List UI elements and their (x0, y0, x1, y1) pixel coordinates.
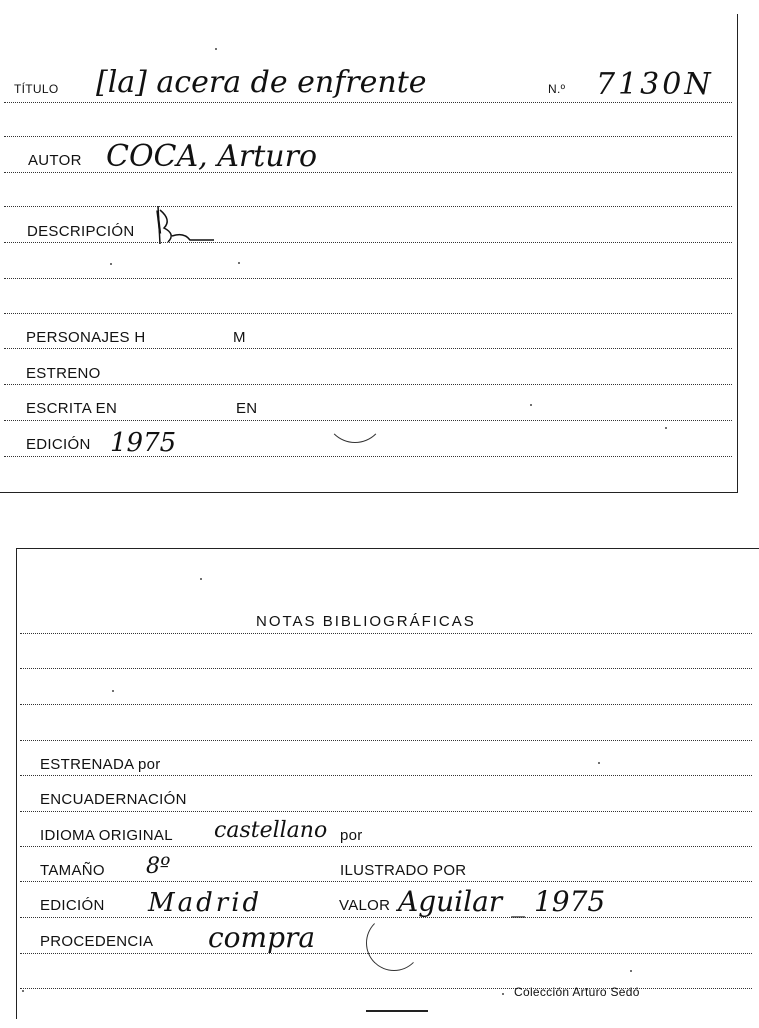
rule-line (20, 668, 752, 669)
speck (200, 578, 202, 580)
autor-value: COCA, Arturo (106, 139, 318, 174)
ilustrado-label: ILUSTRADO POR (340, 862, 467, 879)
speck (112, 690, 114, 692)
idioma-label: IDIOMA ORIGINAL (40, 827, 173, 844)
personajes-label: PERSONAJES H (26, 329, 146, 346)
speck (22, 990, 24, 992)
rule-line (20, 846, 752, 847)
procedencia-label: PROCEDENCIA (40, 933, 154, 950)
punch-hole (325, 383, 385, 443)
rule-line (20, 811, 752, 812)
rule-line (4, 384, 732, 385)
descripcion-label: DESCRIPCIÓN (27, 223, 135, 240)
descripcion-value: \ (154, 205, 164, 238)
valor-value: Aguilar _ 1975 (398, 885, 606, 918)
speck (630, 970, 632, 972)
edicion-value: 1975 (110, 428, 177, 458)
collection-footer: Colección Arturo Sedó (514, 985, 640, 999)
rule-line (4, 206, 732, 207)
escrita-en2-label: EN (236, 400, 258, 417)
punch-hole (366, 915, 422, 971)
numero-label: N.º (548, 82, 566, 96)
rule-line (4, 102, 732, 103)
rule-line (4, 348, 732, 349)
valor-label: VALOR (339, 897, 391, 914)
speck (238, 262, 240, 264)
tamano-label: TAMAÑO (40, 862, 105, 879)
personajes-m-label: M (233, 329, 246, 346)
numero-value: 7130N (596, 67, 714, 102)
rule-line (20, 775, 752, 776)
notas-heading: NOTAS BIBLIOGRÁFICAS (256, 613, 476, 630)
procedencia-value: compra (208, 921, 316, 954)
speck (502, 993, 504, 995)
idioma-por-label: por (340, 827, 363, 844)
speck (215, 48, 217, 50)
rule-line (20, 704, 752, 705)
speck (665, 427, 667, 429)
rule-line (20, 881, 752, 882)
rule-line (4, 278, 732, 279)
speck (110, 263, 112, 265)
speck (530, 404, 532, 406)
estrenada-label: ESTRENADA por (40, 756, 161, 773)
rule-line (20, 740, 752, 741)
card-edge-mark (366, 1010, 428, 1012)
escrita-en-label: ESCRITA EN (26, 400, 118, 417)
estreno-label: ESTRENO (26, 365, 101, 382)
titulo-value: [la] acera de enfrente (96, 65, 427, 100)
autor-label: AUTOR (28, 152, 82, 169)
titulo-label: TÍTULO (14, 82, 59, 96)
rule-line (4, 136, 732, 137)
descripcion-scribble (150, 200, 220, 250)
edicion-back-label: EDICIÓN (40, 897, 105, 914)
rule-line (20, 633, 752, 634)
edicion-label: EDICIÓN (26, 436, 91, 453)
speck (598, 762, 600, 764)
encuadernacion-label: ENCUADERNACIÓN (40, 791, 187, 808)
rule-line (20, 988, 752, 989)
edicion-back-value: Madrid (148, 888, 263, 918)
idioma-value: castellano (214, 818, 328, 843)
rule-line (4, 313, 732, 314)
tamano-value: 8º (146, 854, 171, 879)
rule-line (4, 242, 732, 243)
